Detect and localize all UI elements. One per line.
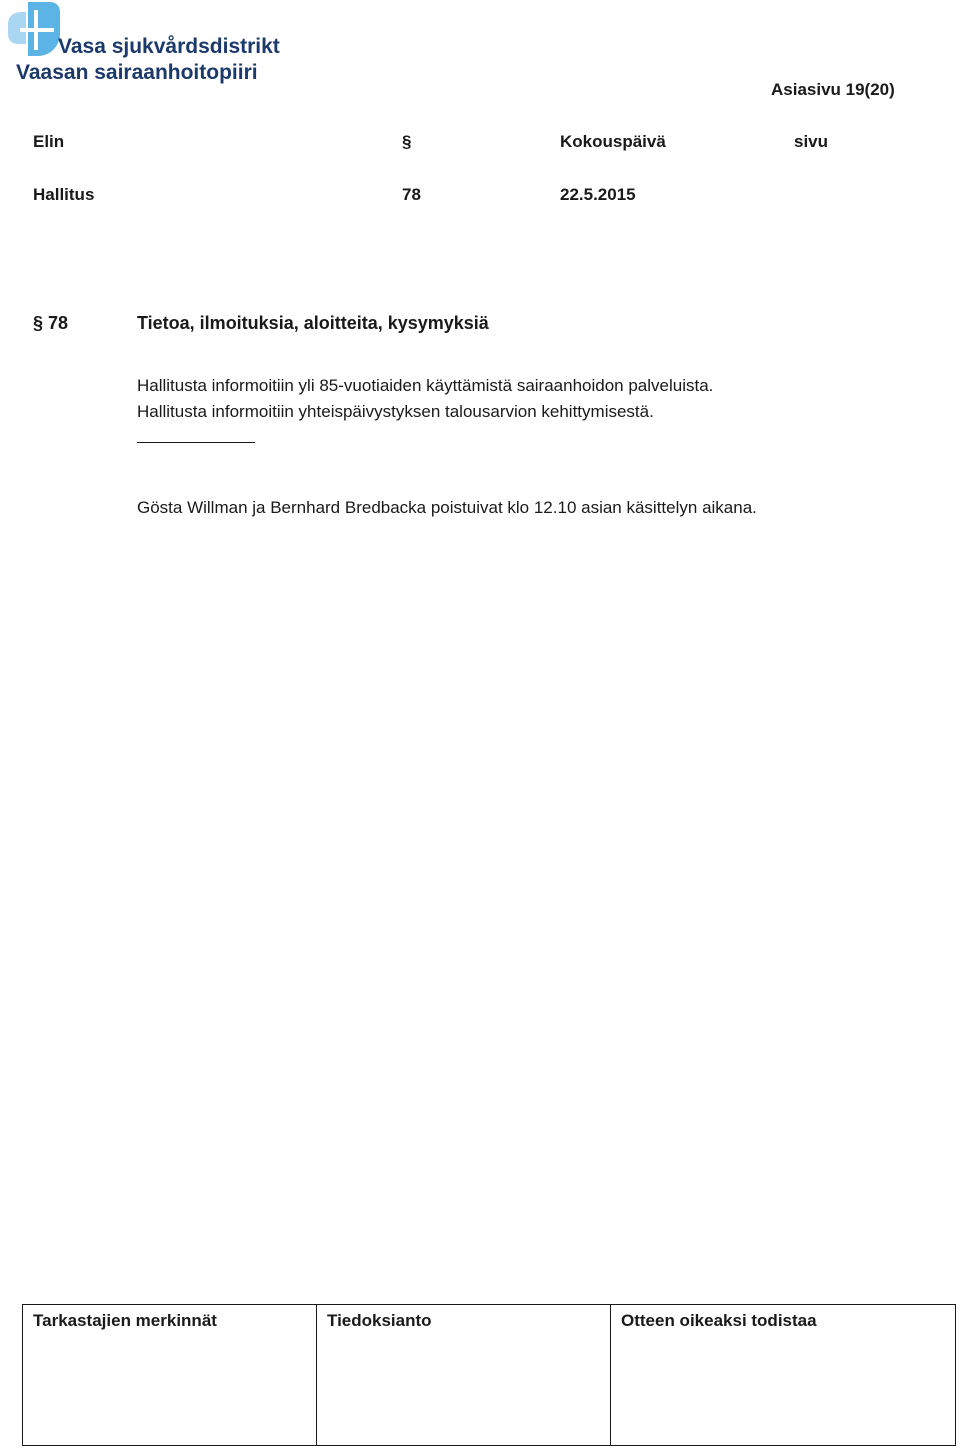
attendance-note: Gösta Willman ja Bernhard Bredbacka poistuivat klo 12.10 asian käsittelyn aikana. [137,498,757,517]
logo-line-swedish: Vasa sjukvårdsdistrikt [58,35,280,58]
paragraph-2: Hallitusta informoitiin yhteispäivystyksen talousarvion kehittymisestä. [137,402,654,421]
section-number: 78 [48,313,69,333]
header-page-label: sivu [794,132,829,151]
header-organ-value: Hallitus [33,185,95,204]
signature-header-certification: Otteen oikeaksi todistaa [621,1311,817,1330]
header-date-value: 22.5.2015 [560,185,636,204]
paragraph-1: Hallitusta informoitiin yli 85-vuotiaiden käyttämistä sairaanhoidon palveluista. [137,376,714,395]
header-section-label: § [402,132,412,151]
page-number: Asiasivu 19(20) [771,80,895,99]
signature-column-notification [317,1305,611,1445]
section-symbol: § [33,313,44,333]
logo-mark [6,0,62,58]
separator-line [137,442,255,443]
section-title: Tietoa, ilmoituksia, aloitteita, kysymyksiä [137,313,489,333]
signature-header-reviewers: Tarkastajien merkinnät [33,1311,217,1330]
header-organ-label: Elin [33,132,65,151]
header-date-label: Kokouspäivä [560,132,666,151]
signature-header-notification: Tiedoksianto [327,1311,432,1330]
logo-line-finnish: Vaasan sairaanhoitopiiri [16,61,258,84]
header-section-value: 78 [402,185,421,204]
signature-column-reviewers [23,1305,317,1445]
signature-box [22,1304,956,1446]
signature-column-certification [611,1305,955,1445]
